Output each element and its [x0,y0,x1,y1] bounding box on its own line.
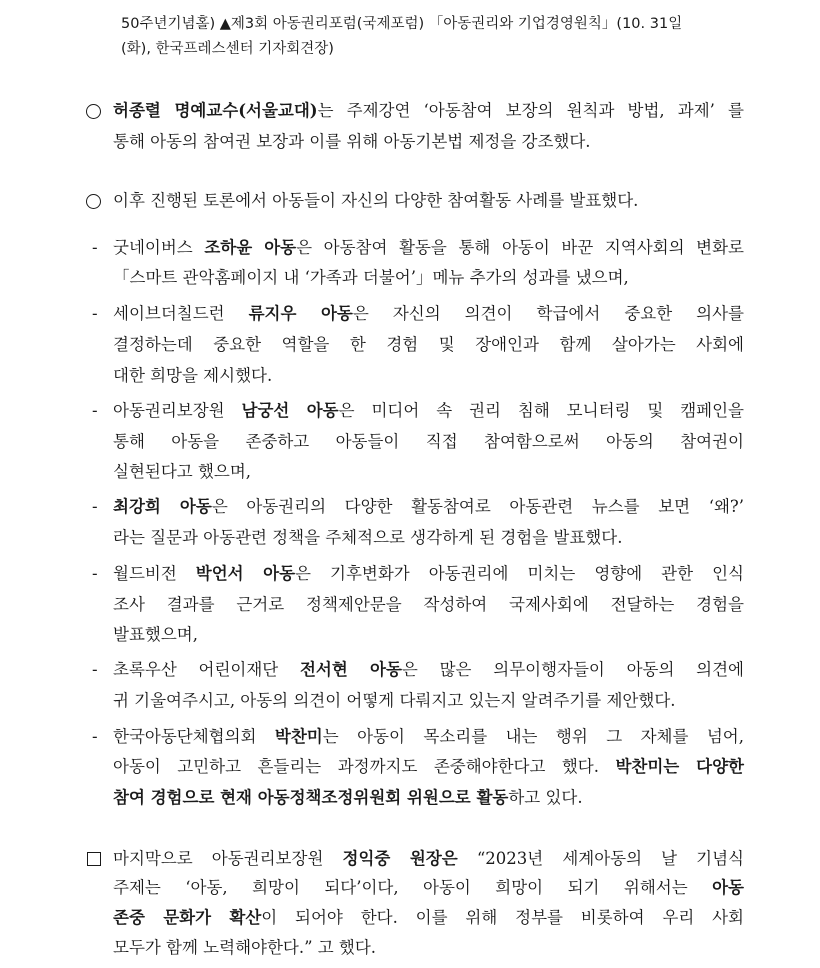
paragraph-3-line-1 [113,849,744,869]
dash-bullet: - [92,238,98,257]
item-3-line-2: 통해 아동을 존중하고 아동들이 직접 참여함으로써 아동의 참여권이 [113,432,744,451]
item-6-pre: 초록우산 어린이재단 [113,660,300,679]
item-2-line-2: 결정하는데 중요한 역할을 한 경험 및 장애인과 함께 살아가는 사회에 [113,335,744,354]
item-5-line-1 [113,564,744,584]
item-7-name: 박찬미 [274,727,323,746]
paragraph-3-pre: 마지막으로 아동권리보장원 [113,849,343,868]
paragraph-1-line-2: 통해 아동의 참여권 보장과 이를 위해 아동기본법 제정을 강조했다. [113,132,591,151]
dash-bullet: - [92,564,98,583]
item-3-name: 남궁선 아동 [241,401,339,420]
dash-bullet: - [92,660,98,679]
item-3-pre: 아동권리보장원 [113,401,242,420]
item-3-rest: 은 미디어 속 권리 침해 모니터링 및 캠페인을 [338,401,744,420]
item-6-line-2: 귀 기울여주시고, 아동의 의견이 어떻게 다뤄지고 있는지 알려주기를 제안했다. [113,691,676,710]
item-1-line-1 [113,238,744,258]
item-7-line-2b: 박찬미는 다양한 [615,757,744,776]
item-7-line-3 [113,788,583,808]
item-7-line-2a: 아동이 고민하고 흔들리는 과정까지도 존중해야한다고 했다. [113,757,616,776]
item-7-pre: 한국아동단체협의회 [113,727,275,746]
item-4-rest: 은 아동권리의 다양한 활동참여로 아동관련 뉴스를 보면 ‘왜?’ [211,497,744,516]
item-2-line-1 [113,304,744,324]
paragraph-3-rest: “2023년 세계아동의 날 기념식 [457,849,745,868]
dash-bullet: - [92,727,98,746]
item-1-name: 조하윤 아동 [204,238,297,257]
item-2-line-3: 대한 희망을 제시했다. [113,366,273,385]
director-name: 정익중 원장은 [342,849,458,868]
square-bullet-icon [87,852,101,866]
item-5-rest: 은 기후변화가 아동권리에 미치는 영향에 관한 인식 [295,564,744,583]
item-7-line-1 [113,727,744,747]
paragraph-3-line-3a: 존중 문화가 확산 [113,908,262,927]
item-5-name: 박언서 아동 [195,564,296,583]
item-4-name: 최강희 아동 [113,497,212,516]
item-7-rest: 는 아동이 목소리를 내는 행위 그 자체를 넘어, [322,727,744,746]
paragraph-3-line-2 [113,878,744,898]
item-1-line-2: 「스마트 관악홈페이지 내 ‘가족과 더불어’」메뉴 추가의 성과를 냈으며, [113,268,629,287]
item-4-line-2: 라는 질문과 아동관련 정책을 주체적으로 생각하게 된 경험을 발표했다. [113,528,623,547]
paragraph-3-line-3 [113,908,744,928]
item-6-rest: 은 많은 의무이행자들이 아동의 의견에 [401,660,744,679]
speaker-name: 허종렬 명예교수(서울교대) [113,101,318,120]
paragraph-3-line-4: 모두가 함께 노력해야한다.” 고 했다. [113,938,377,957]
intro-line-2: (화), 한국프레스센터 기자회견장) [121,41,334,57]
item-3-line-3: 실현된다고 했으며, [113,462,252,481]
paragraph-3-line-2a: 주제는 ‘아동, 희망이 되다’이다, 아동이 희망이 되기 위해서는 [113,878,713,897]
item-1-pre: 굿네이버스 [113,238,205,257]
item-2-rest: 은 자신의 의견이 학급에서 중요한 의사를 [352,304,744,323]
circle-bullet-icon [86,194,101,209]
paragraph-1-text: 는 주제강연 ‘아동참여 보장의 원칙과 방법, 과제’ 를 [317,101,745,120]
item-1-rest: 은 아동참여 활동을 통해 아동이 바꾼 지역사회의 변화로 [296,238,744,257]
dash-bullet: - [92,497,98,516]
item-5-line-3: 발표했으며, [113,625,198,644]
item-3-line-1 [113,401,744,421]
item-7-line-3b: 하고 있다. [508,788,583,807]
dash-bullet: - [92,304,98,323]
paragraph-3-line-2b: 아동 [712,878,744,897]
paragraph-1-line-1 [113,101,744,121]
item-5-pre: 월드비전 [113,564,196,583]
item-5-line-2: 조사 결과를 근거로 정책제안문을 작성하여 국제사회에 전달하는 경험을 [113,595,744,614]
paragraph-3-line-3b: 이 되어야 한다. 이를 위해 정부를 비롯하여 우리 사회 [261,908,744,927]
item-7-line-3a: 참여 경험으로 현재 아동정책조정위원회 위원으로 활동 [113,788,509,807]
intro-line-1: 50주년기념홀) ▲제3회 아동권리포럼(국제포럼) 「아동권리와 기업경영원칙」(10. 31일 [121,16,683,32]
item-6-line-1 [113,660,744,680]
item-2-name: 류지우 아동 [248,304,353,323]
dash-bullet: - [92,401,98,420]
circle-bullet-icon [86,104,101,119]
item-7-line-2 [113,757,744,777]
item-2-pre: 세이브더칠드런 [113,304,249,323]
item-4-line-1 [113,497,744,517]
paragraph-2-line-1: 이후 진행된 토론에서 아동들이 자신의 다양한 참여활동 사례를 발표했다. [113,191,639,210]
item-6-name: 전서현 아동 [299,660,402,679]
